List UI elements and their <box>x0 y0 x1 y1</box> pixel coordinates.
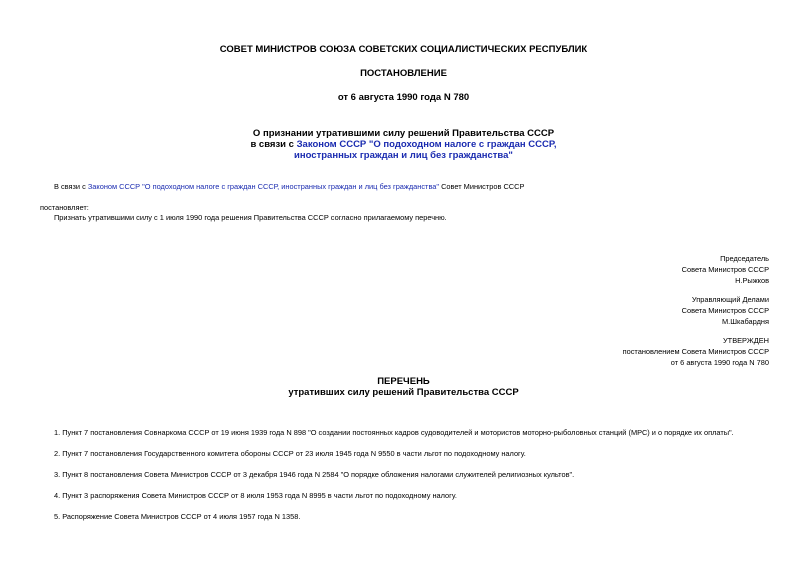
approved-block <box>623 335 769 368</box>
signature-role: Председатель <box>720 254 769 263</box>
law-link-title[interactable]: Законом СССР "О подоходном налоге с граждан СССР, <box>296 139 557 150</box>
doc-type-heading: ПОСТАНОВЛЕНИЕ <box>360 68 447 79</box>
approved-date: от 6 августа 1990 года N 780 <box>670 358 769 367</box>
list-item: 4. Пункт 3 распоряжения Совета Министров СССР от 8 июля 1953 года N 8995 в части льгот по подоходному налогу. <box>54 491 457 500</box>
signature-org: Совета Министров СССР <box>681 306 769 315</box>
signature-role: Управляющий Делами <box>691 295 769 304</box>
list-item: 2. Пункт 7 постановления Государственного комитета обороны СССР от 23 июля 1945 года N 9550 в части льгот по подоходному налогу. <box>54 449 526 458</box>
title-prefix: в связи с <box>250 139 297 150</box>
resolution-text: Признать утратившими силу с 1 июля 1990 года решения Правительства СССР согласно прилагаемому перечню. <box>54 213 447 222</box>
title-line-2 <box>0 139 807 150</box>
preamble-paragraph <box>54 182 524 191</box>
law-link-preamble[interactable]: Законом СССР "О подоходном налоге с граждан СССР, иностранных граждан и лиц без гражданства" <box>87 182 440 191</box>
preamble-prefix: В связи с <box>54 182 88 191</box>
list-title: ПЕРЕЧЕНЬ <box>377 376 430 387</box>
signature-administrator <box>682 294 769 327</box>
list-item: 3. Пункт 8 постановления Совета Министров СССР от 3 декабря 1946 года N 2584 "О порядке обложения налогами служителей религиозных культов". <box>54 470 575 479</box>
resolves-word: постановляет: <box>40 203 89 212</box>
title-line-1: О признании утратившими силу решений Правительства СССР <box>252 128 555 139</box>
council-header: СОВЕТ МИНИСТРОВ СОЮЗА СОВЕТСКИХ СОЦИАЛИСТИЧЕСКИХ РЕСПУБЛИК <box>219 44 588 55</box>
signature-chairman <box>682 253 769 286</box>
signature-name: М.Шкабардня <box>722 317 769 326</box>
list-item: 5. Распоряжение Совета Министров СССР от 4 июля 1957 года N 1358. <box>54 512 301 521</box>
doc-date-line: от 6 августа 1990 года N 780 <box>337 92 470 103</box>
approved-label: УТВЕРЖДЕН <box>722 336 769 345</box>
preamble-suffix: Совет Министров СССР <box>439 182 525 191</box>
signature-name: Н.Рыжков <box>735 276 769 285</box>
title-line-3 <box>0 150 807 161</box>
list-item: 1. Пункт 7 постановления Совнаркома СССР от 19 июня 1939 года N 898 "О создании постоянных кадров судоводителей и мотористов моторно-рыболовных станций (МРС) и о порядке их оплаты". <box>54 428 734 437</box>
signature-org: Совета Министров СССР <box>681 265 769 274</box>
law-link-title-cont[interactable]: иностранных граждан и лиц без гражданства" <box>294 150 513 161</box>
list-subtitle: утративших силу решений Правительства СССР <box>288 387 519 398</box>
approved-by: постановлением Совета Министров СССР <box>622 347 769 356</box>
